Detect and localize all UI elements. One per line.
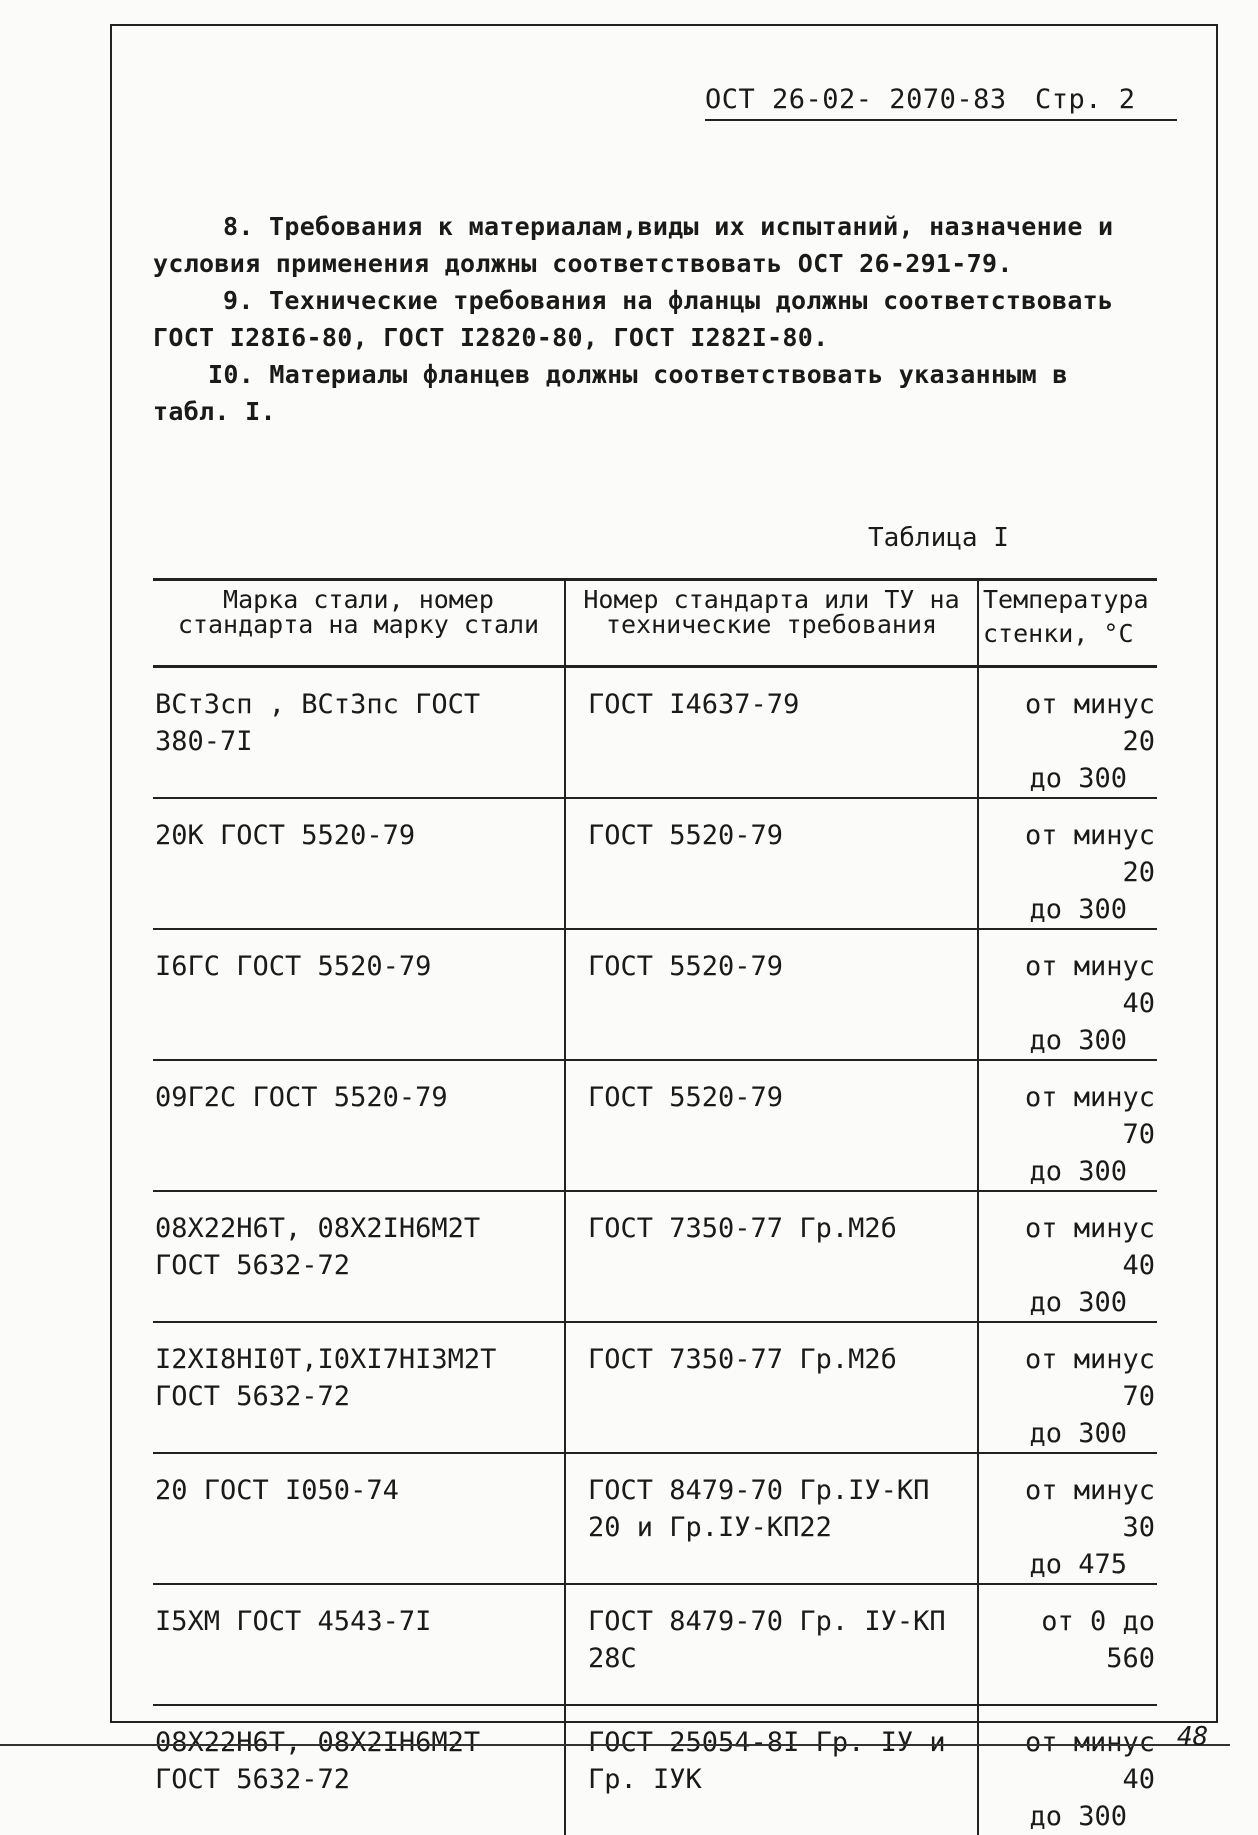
table-caption: Таблица I [868,523,1009,553]
standard-cell: ГОСТ 8479-70 Гр.IУ-КП 20 и Гр.IУ-КП22 [565,1453,978,1584]
steel-grade-cell: 09Г2С ГОСТ 5520-79 [153,1060,565,1191]
temperature-cell [978,1584,1157,1705]
temperature-cell [978,1453,1157,1584]
temperature-to: до 300 [1029,1287,1127,1318]
temperature-cell [978,1191,1157,1322]
standard-cell: ГОСТ 5520-79 [565,798,978,929]
standard-cell: ГОСТ 25054-8I Гр. IУ и Гр. IУК [565,1705,978,1835]
temperature-cell [978,929,1157,1060]
temperature-from: от минус 40 [1024,1727,1155,1795]
temperature-cell [978,1705,1157,1835]
standard-cell: ГОСТ 7350-77 Гр.М2б [565,1191,978,1322]
steel-grade-cell: 20К ГОСТ 5520-79 [153,798,565,929]
standard-cell: ГОСТ 5520-79 [565,929,978,1060]
header-steel: Марка стали, номер стандарта на марку стали [153,580,565,667]
steel-grade-cell: I6ГС ГОСТ 5520-79 [153,929,565,1060]
temperature-from: от минус 70 [1024,1082,1155,1150]
temperature-from: от 0 до 560 [1041,1606,1155,1674]
steel-grade-cell: I5ХМ ГОСТ 4543-7I [153,1584,565,1705]
steel-grade-cell: I2ХI8НI0Т,I0ХI7НI3М2Т ГОСТ 5632-72 [153,1322,565,1453]
sheet-number: 48 [1177,1722,1209,1752]
temperature-from: от минус 30 [1024,1475,1155,1543]
table-row [153,1705,1157,1835]
temperature-from: от минус 40 [1024,1213,1155,1281]
standard-cell: ГОСТ 5520-79 [565,1060,978,1191]
steel-grade-cell: 08Х22Н6Т, 08Х2IН6М2Т ГОСТ 5632-72 [155,1727,481,1795]
steel-grade-cell: ВСт3сп , ВСт3пс ГОСТ 380-7I [153,667,565,799]
steel-grade-cell: 08Х22Н6Т, 08Х2IН6М2Т ГОСТ 5632-72 [153,1191,565,1322]
paragraph-9: 9. Технические требования на фланцы должны соответствовать ГОСТ I28I6-80, ГОСТ I2820-80, ГОСТ I282I-80. [153,286,1114,352]
footer-rule [0,1744,1230,1746]
temperature-cell [978,1060,1157,1191]
steel-grade-cell: 20 ГОСТ I050-74 [153,1453,565,1584]
standard-cell: ГОСТ I4637-79 [565,667,978,799]
temperature-to: до 300 [1029,1418,1127,1449]
temperature-to: до 475 [1029,1549,1127,1580]
paragraph-10: I0. Материалы фланцев должны соответствовать указанным в табл. I. [153,360,1068,426]
table-row [153,1191,1157,1322]
table-row [153,1060,1157,1191]
temperature-from: от минус 40 [1024,951,1155,1019]
materials-table [153,578,1157,1835]
temperature-to: до 300 [1029,1025,1127,1056]
temperature-to: до 300 [1029,894,1127,925]
header-temperature: Температура стенки, °С [978,580,1157,667]
document-header [705,84,1136,115]
temperature-cell [978,798,1157,929]
temperature-to: до 300 [1029,1801,1127,1832]
temperature-cell [978,1322,1157,1453]
table-row [153,1453,1157,1584]
table-row [153,1322,1157,1453]
header-rule [705,119,1177,121]
header-standard: Номер стандарта или ТУ на технические требования [565,580,978,667]
temperature-from: от минус 20 [1024,689,1155,757]
table-row [153,1584,1157,1705]
table-row [153,798,1157,929]
table-header-row [153,580,1157,667]
page-label: Стр. 2 [1035,84,1136,115]
standard-cell: ГОСТ 7350-77 Гр.М2б [565,1322,978,1453]
document-code: ОСТ 26-02- 2070-83 [705,84,1007,115]
temperature-to: до 300 [1029,1156,1127,1187]
table-row [153,929,1157,1060]
temperature-to: до 300 [1029,763,1127,794]
table-row [153,667,1157,799]
temperature-from: от минус 70 [1024,1344,1155,1412]
paragraph-8: 8. Требования к материалам,виды их испытаний, назначение и условия применения должны соответствовать ОСТ 26-291-79. [153,212,1114,278]
temperature-from: от минус 20 [1024,820,1155,888]
standard-cell: ГОСТ 8479-70 Гр. IУ-КП 28С [565,1584,978,1705]
temperature-cell [978,667,1157,799]
